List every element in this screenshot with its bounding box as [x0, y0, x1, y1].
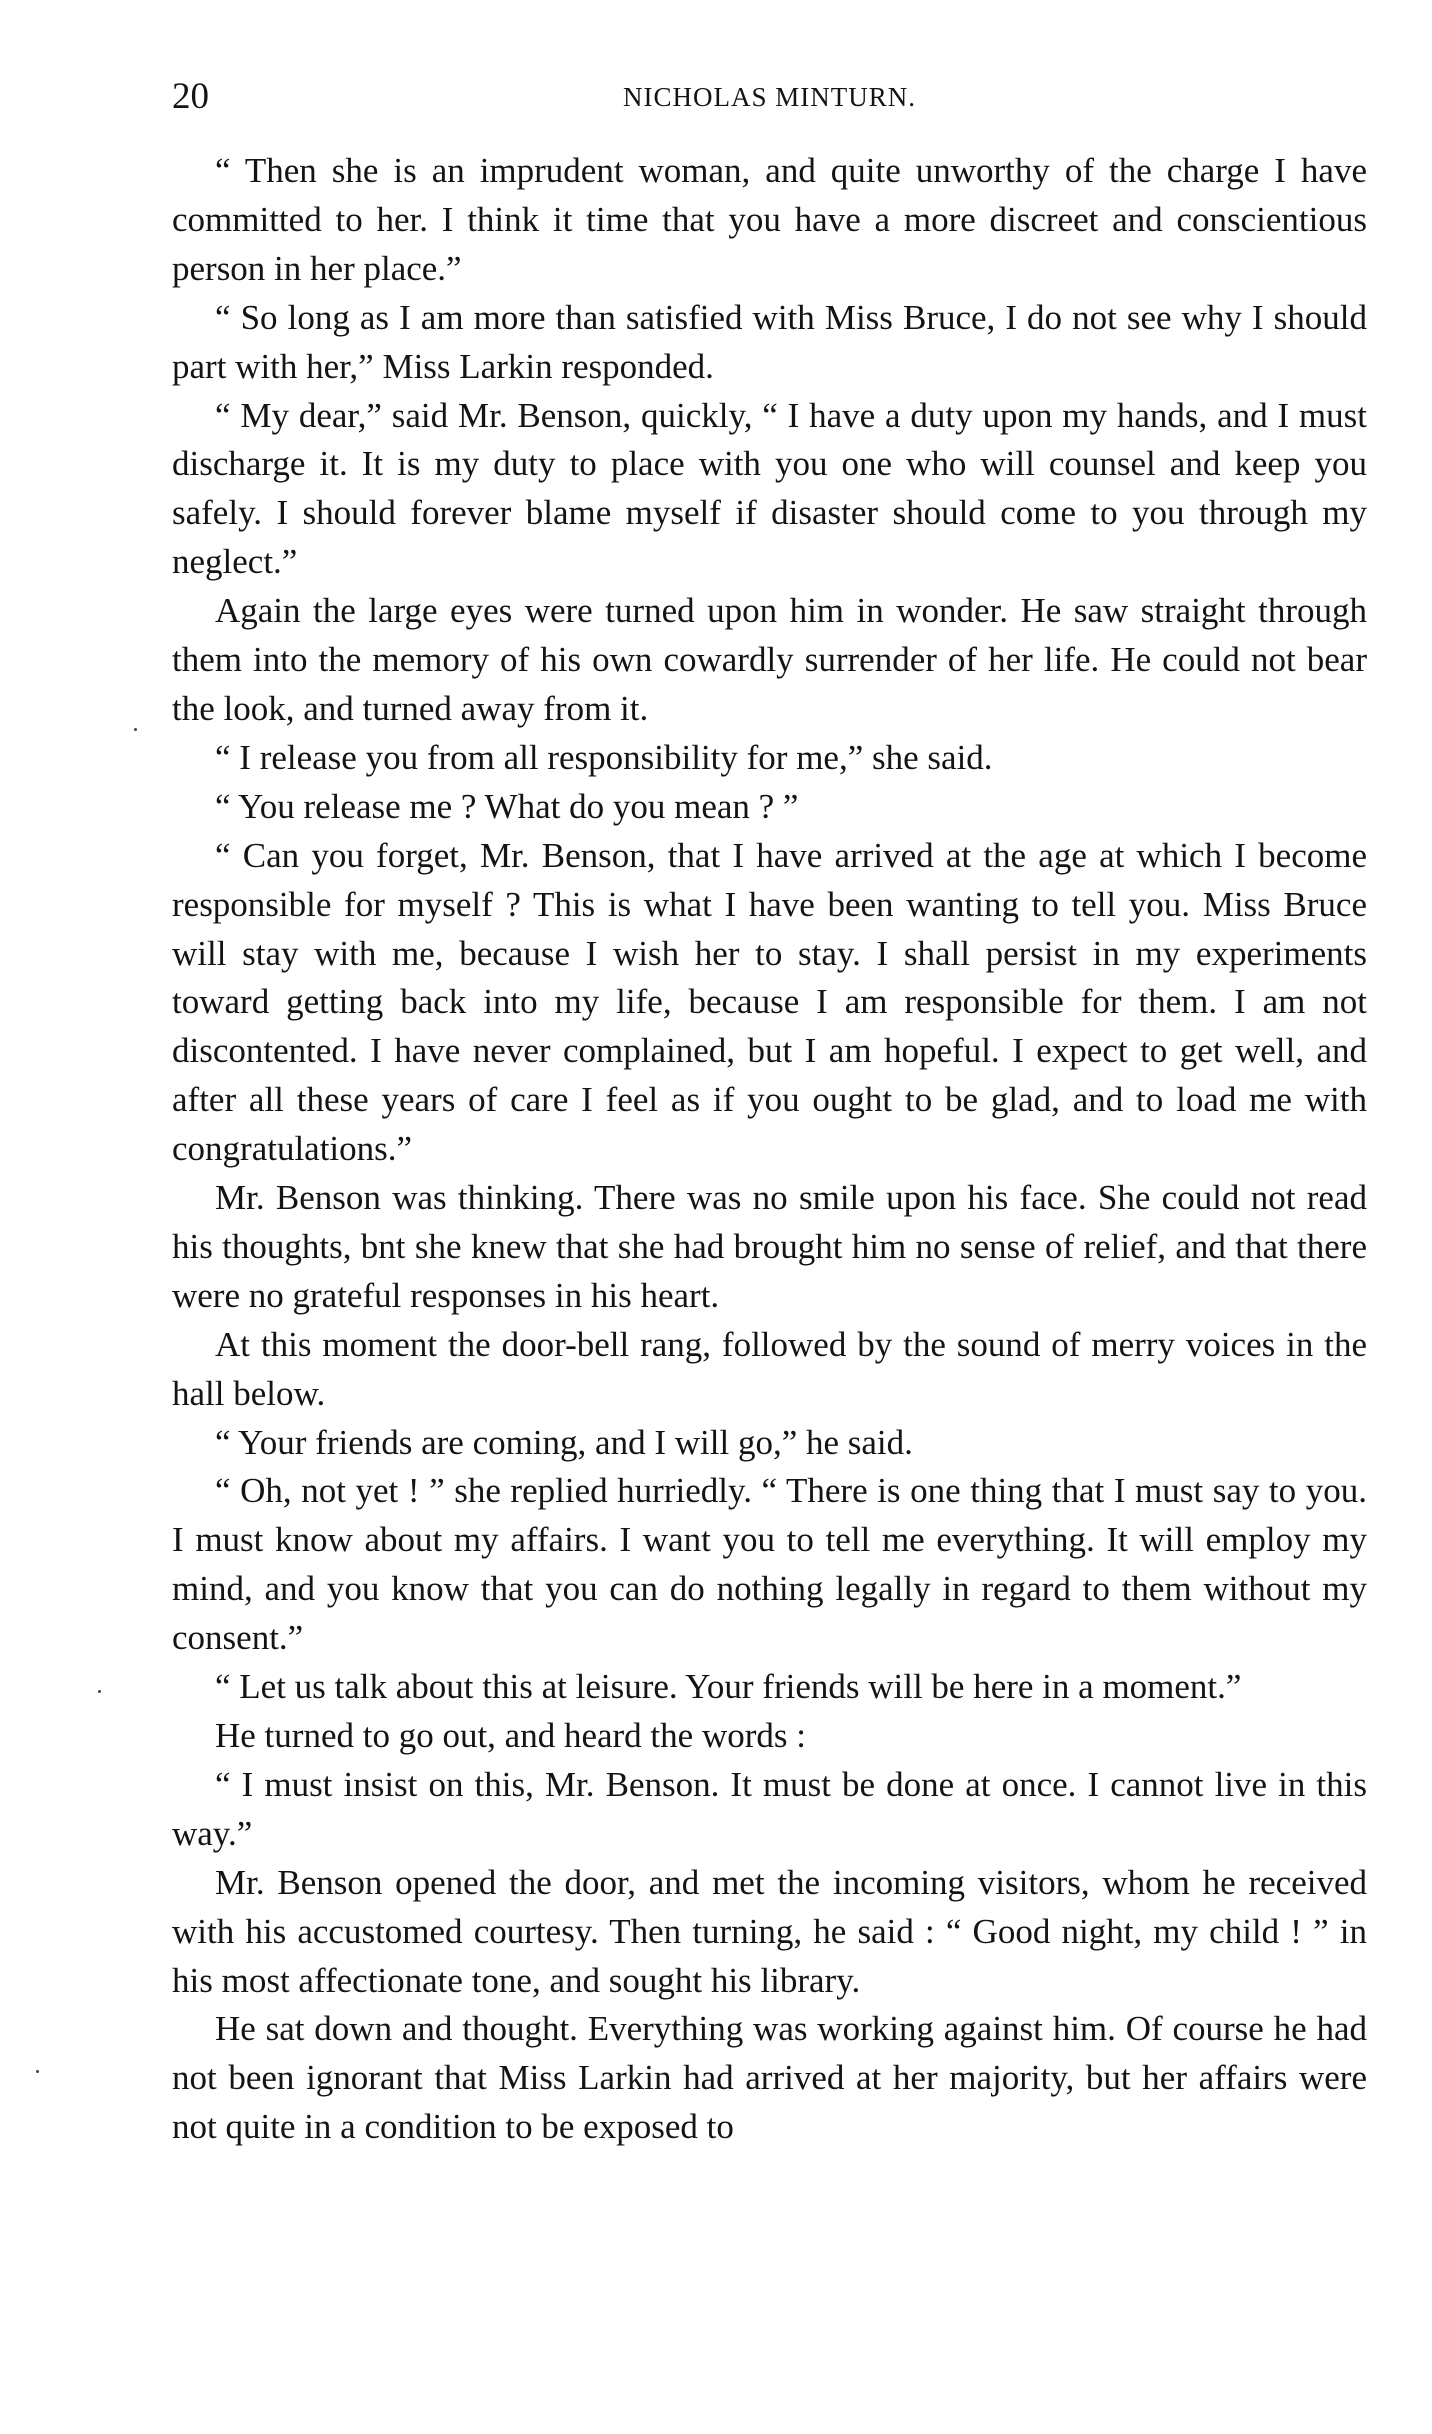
scan-speck	[36, 2070, 39, 2073]
body-text	[172, 147, 1367, 2152]
scan-speck	[134, 728, 137, 731]
paragraph: “ You release me ? What do you mean ? ”	[215, 786, 799, 826]
paragraph: Mr. Benson opened the door, and met the incoming visitors, whom he received with his accustomed courtesy. Then turning, he said : “ Good night, my child ! ” in his most affectionate tone, and sought his library.	[172, 1862, 1367, 2000]
page-number: 20	[172, 76, 209, 117]
paragraph: Mr. Benson was thinking. There was no smile upon his face. She could not read his thoughts, bnt she knew that she had brought him no sense of relief, and that there were no grateful responses in his heart.	[172, 1178, 1367, 1315]
running-title: NICHOLAS MINTURN.	[623, 82, 916, 112]
paragraph: “ I must insist on this, Mr. Benson. It must be done at once. I cannot live in this way.”	[172, 1764, 1367, 1853]
paragraph: “ So long as I am more than satisfied with Miss Bruce, I do not see why I should part with her,” Miss Larkin responded.	[172, 297, 1367, 386]
paragraph: At this moment the door-bell rang, followed by the sound of merry voices in the hall below.	[172, 1324, 1367, 1413]
paragraph: “ Can you forget, Mr. Benson, that I have arrived at the age at which I become responsible for myself ? This is what I have been wanting to tell you. Miss Bruce will stay with me, because I wish her to stay. I shall persist in my experiments toward getting back into my life, because I am responsible for them. I am not discontented. I have never complained, but I am hopeful. I expect to get well, and after all these years of care I feel as if you ought to be glad, and to load me with congratulations.”	[172, 835, 1367, 1169]
scan-speck	[98, 1690, 101, 1693]
paragraph: “ Oh, not yet ! ” she replied hurriedly. “ There is one thing that I must say to you. I must know about my affairs. I want you to tell me everything. It will employ my mind, and you know that you can do nothing legally in regard to them without my consent.”	[172, 1471, 1367, 1658]
paragraph: “ Let us talk about this at leisure. Your friends will be here in a moment.”	[215, 1667, 1242, 1707]
paragraph: He turned to go out, and heard the words :	[215, 1716, 806, 1755]
page-header	[172, 72, 1367, 122]
paragraph: “ I release you from all responsibility for me,” she said.	[215, 737, 993, 777]
paragraph: “ Your friends are coming, and I will go,” he said.	[215, 1422, 913, 1462]
paragraph: “ My dear,” said Mr. Benson, quickly, “ I have a duty upon my hands, and I must discharge it. It is my duty to place with you one who will counsel and keep you safely. I should forever blame myself if disaster should come to you through my neglect.”	[172, 395, 1367, 582]
paragraph: “ Then she is an imprudent woman, and quite unworthy of the charge I have committed to her. I think it time that you have a more discreet and conscientious person in her place.”	[172, 151, 1367, 288]
paragraph: Again the large eyes were turned upon him in wonder. He saw straight through them into the memory of his own cowardly surrender of her life. He could not bear the look, and turned away from it.	[172, 591, 1367, 728]
paragraph: He sat down and thought. Everything was working against him. Of course he had not been ignorant that Miss Larkin had arrived at her majority, but her affairs were not quite in a condition to be exposed to	[172, 2009, 1367, 2147]
